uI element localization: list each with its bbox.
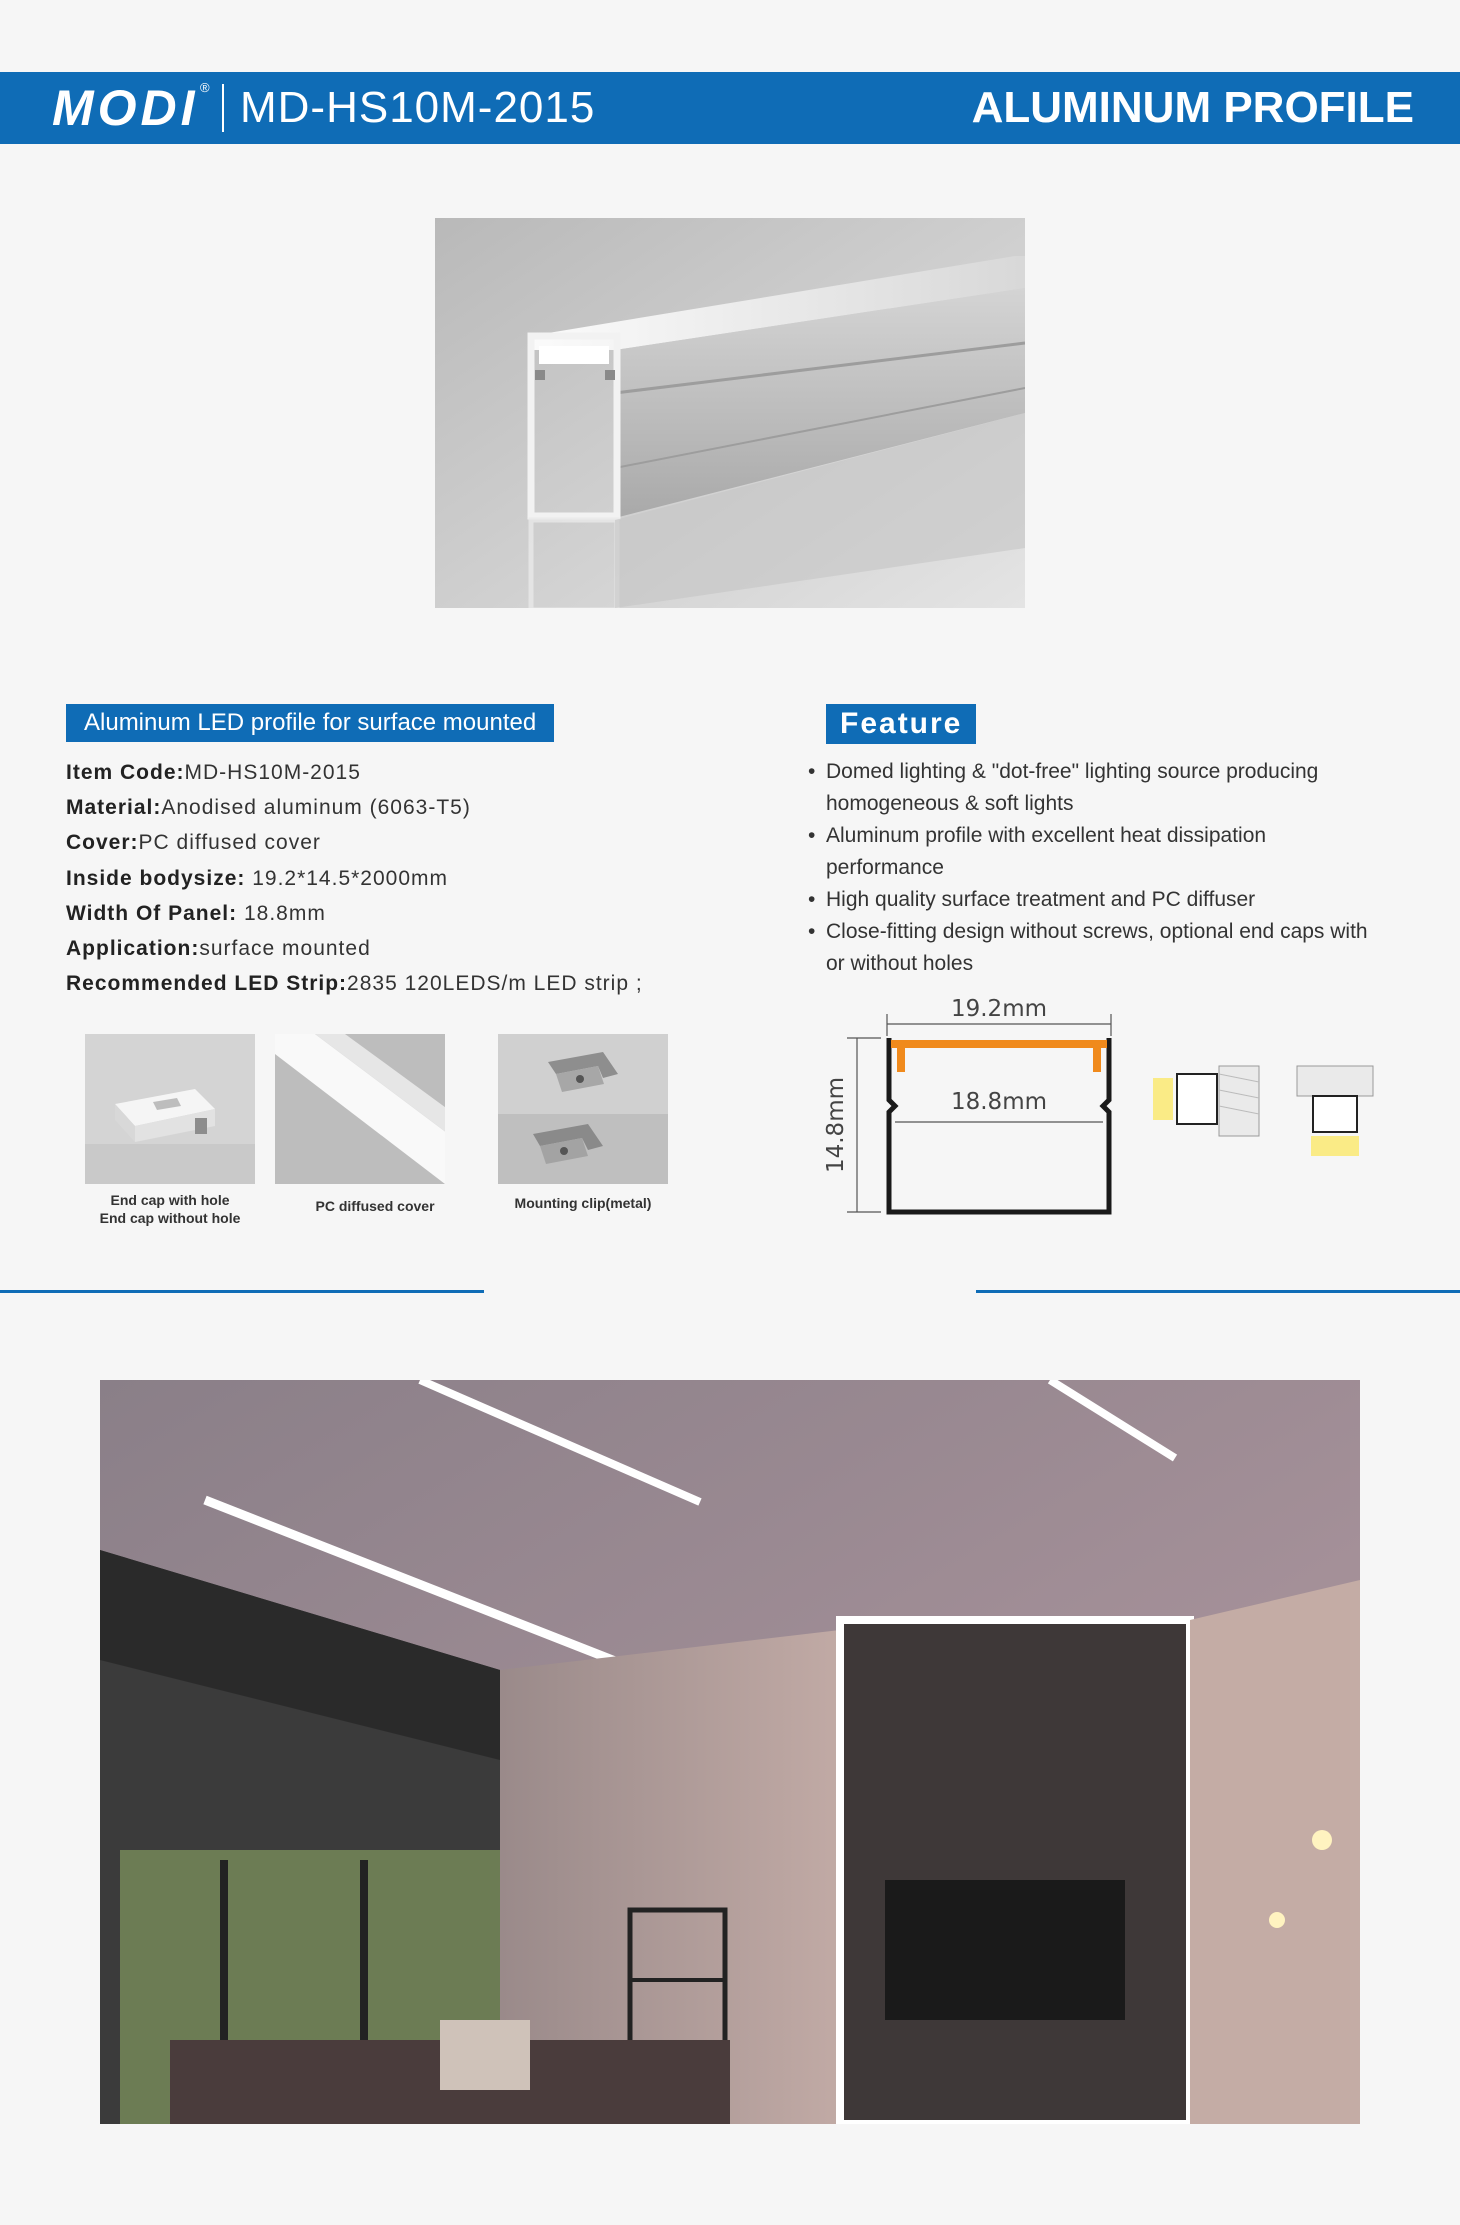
feature-list	[808, 756, 1368, 980]
mounting-clip-photo	[498, 1034, 668, 1184]
spec-row-cover	[66, 825, 706, 860]
feature-text: Domed lighting & "dot-free" lighting source producing homogeneous & soft lights	[826, 760, 1319, 815]
spec-label: Cover:	[66, 831, 139, 855]
wall-install-icon	[1153, 1066, 1259, 1136]
bullet: •	[808, 920, 816, 943]
separator-left	[0, 1290, 484, 1293]
end-cap-caption	[70, 1191, 270, 1227]
mounting-clip-caption	[483, 1194, 683, 1212]
spec-value: MD-HS10M-2015	[184, 761, 361, 784]
pc-cover-caption	[275, 1197, 475, 1215]
spec-row-panel-width	[66, 896, 706, 931]
interior-scene-photo	[100, 1380, 1360, 2124]
end-cap-with-hole-label: End cap with hole	[110, 1192, 230, 1208]
bullet: •	[808, 888, 816, 911]
end-cap-without-hole-label: End cap without hole	[99, 1210, 241, 1226]
feature-item	[808, 884, 1368, 916]
panel-width-label: 18.8mm	[950, 1089, 1048, 1115]
spec-title: Aluminum LED profile for surface mounted	[66, 704, 554, 742]
spec-row-material	[66, 790, 706, 825]
spec-list	[66, 755, 706, 1001]
spec-label: Application:	[66, 936, 200, 960]
end-cap-photo	[85, 1034, 255, 1184]
category-title: ALUMINUM PROFILE	[971, 83, 1414, 132]
spec-row-led-strip	[66, 966, 706, 1001]
feature-title: Feature	[826, 704, 976, 744]
feature-text: Aluminum profile with excellent heat dissipation performance	[826, 824, 1267, 879]
spec-row-inside-bodysize	[66, 861, 706, 896]
header-bar	[0, 72, 1460, 144]
feature-item	[808, 916, 1368, 980]
spec-label: Material:	[66, 796, 162, 820]
brand-logo: MODI	[52, 80, 199, 136]
spec-label: Item Code:	[66, 761, 185, 784]
pc-cover-photo	[275, 1034, 445, 1184]
bullet: •	[808, 824, 816, 847]
outer-width-label: 19.2mm	[950, 996, 1048, 1022]
spec-value: 18.8mm	[237, 901, 326, 925]
diffuser-cover-shape	[891, 1040, 1107, 1072]
spec-value: Anodised aluminum (6063-T5)	[161, 796, 471, 820]
spec-label: Width Of Panel:	[66, 901, 238, 925]
profile-outline	[889, 1038, 1109, 1212]
spec-value: surface mounted	[199, 936, 371, 960]
feature-item	[808, 756, 1368, 820]
feature-text: High quality surface treatment and PC diffuser	[826, 888, 1256, 911]
spec-row-application	[66, 931, 706, 966]
spec-label: Inside bodysize:	[66, 866, 246, 890]
mounting-clip-label: Mounting clip(metal)	[514, 1195, 652, 1211]
pc-cover-label: PC diffused cover	[315, 1198, 435, 1214]
spec-value: 2835 120LEDS/m LED strip ;	[347, 972, 643, 996]
height-label: 14.8mm	[823, 1076, 849, 1174]
spec-label: Recommended LED Strip:	[66, 972, 348, 996]
bullet: •	[808, 760, 816, 783]
spec-value: 19.2*14.5*2000mm	[245, 866, 449, 890]
feature-text: Close-fitting design without screws, optional end caps with or without holes	[826, 920, 1368, 975]
header-divider	[222, 84, 224, 132]
dimension-drawing	[815, 990, 1415, 1220]
product-photo	[435, 218, 1025, 608]
separator-right	[976, 1290, 1460, 1293]
spec-value: PC diffused cover	[138, 831, 321, 855]
model-number: MD-HS10M-2015	[240, 83, 596, 132]
feature-item	[808, 820, 1368, 884]
registered-mark: ®	[200, 80, 210, 95]
spec-row-item-code	[66, 755, 706, 790]
ceiling-install-icon	[1297, 1066, 1373, 1156]
